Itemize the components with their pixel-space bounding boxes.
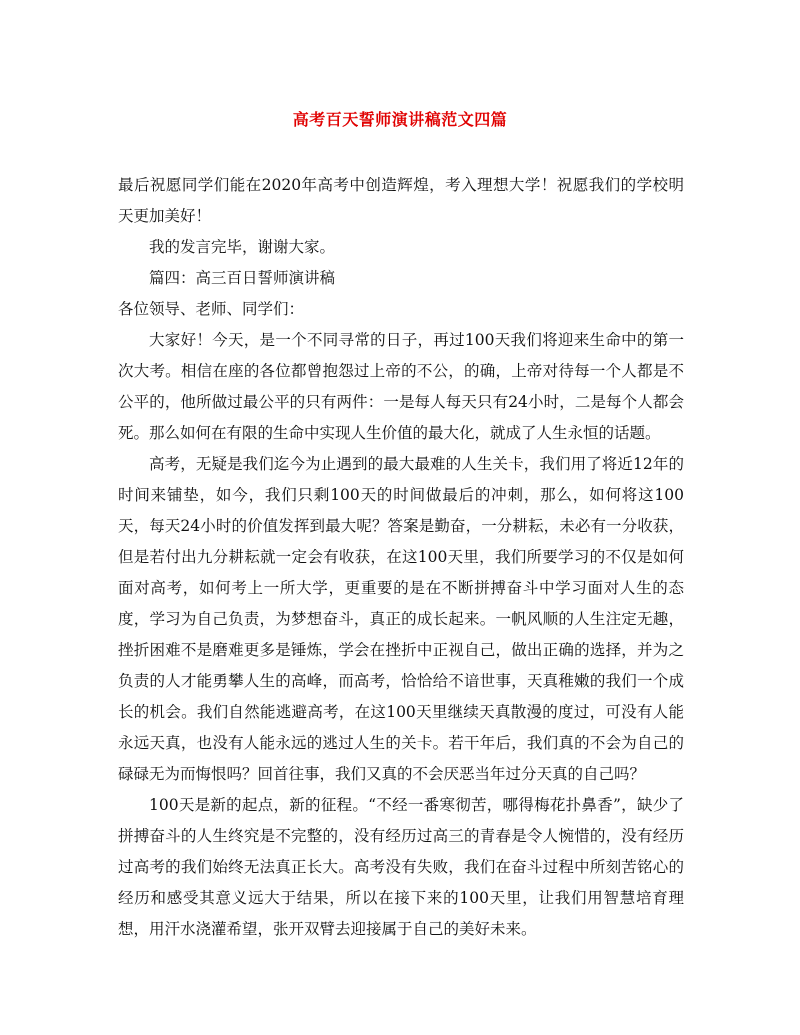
section-heading: 篇四：高三百日誓师演讲稿 [149, 269, 336, 287]
body-paragraph: 100天是新的起点，新的征程。“不经一番寒彻苦，哪得梅花扑鼻香”，缺少了拼搏奋斗的人生终究是不完整的，没有经历过高三的青春是令人惋惜的，没有经历过高考的我们始终无法真正长大。高考没有失败，我们在奋斗过程中所刻苦铭心的经历和感受其意义远大于结果，所以在接下来的100天里，让我们用智慧培育理想，用汗水浇灌希望，张开双臂去迎接属于自己的美好未来。 [118, 796, 684, 938]
document-title: 高考百天誓师演讲稿范文四篇 [292, 110, 508, 129]
document-body [118, 170, 684, 945]
salutation: 各位领导、老师、同学们： [118, 300, 305, 318]
closing-wish-paragraph: 最后祝愿同学们能在2020年高考中创造辉煌，考入理想大学！祝愿我们的学校明天更加美好！ [118, 176, 684, 225]
body-paragraph: 大家好！今天，是一个不同寻常的日子，再过100天我们将迎来生命中的第一次大考。相信在座的各位都曾抱怨过上帝的不公，的确，上帝对待每一个人都是不公平的，他所做过最公平的只有两件：一是每人每天只有24小时，二是每个人都会死。那么如何在有限的生命中实现人生价值的最大化，就成了人生永恒的话题。 [118, 331, 684, 442]
closing-thanks-paragraph: 我的发言完毕，谢谢大家。 [149, 238, 336, 256]
body-paragraph: 高考，无疑是我们迄今为止遇到的最大最难的人生关卡，我们用了将近12年的时间来铺垫，如今，我们只剩100天的时间做最后的冲刺，那么，如何将这100天，每天24小时的价值发挥到最大呢？答案是勤奋，一分耕耘，未必有一分收获，但是若付出九分耕耘就一定会有收获，在这100天里，我们所要学习的不仅是如何面对高考，如何考上一所大学，更重要的是在不断拼搏奋斗中学习面对人生的态度，学习为自己负责，为梦想奋斗，真正的成长起来。一帆风顺的人生注定无趣，挫折困难不是磨难更多是锤炼，学会在挫折中正视自己，做出正确的选择，并为之负责的人才能勇攀人生的高峰，而高考，恰恰给不谙世事，天真稚嫩的我们一个成长的机会。我们自然能逃避高考，在这100天里继续天真散漫的度过，可没有人能永远天真，也没有人能永远的逃过人生的关卡。若干年后，我们真的不会为自己的碌碌无为而悔恨吗？回首往事，我们又真的不会厌恶当年过分天真的自己吗？ [118, 455, 684, 783]
